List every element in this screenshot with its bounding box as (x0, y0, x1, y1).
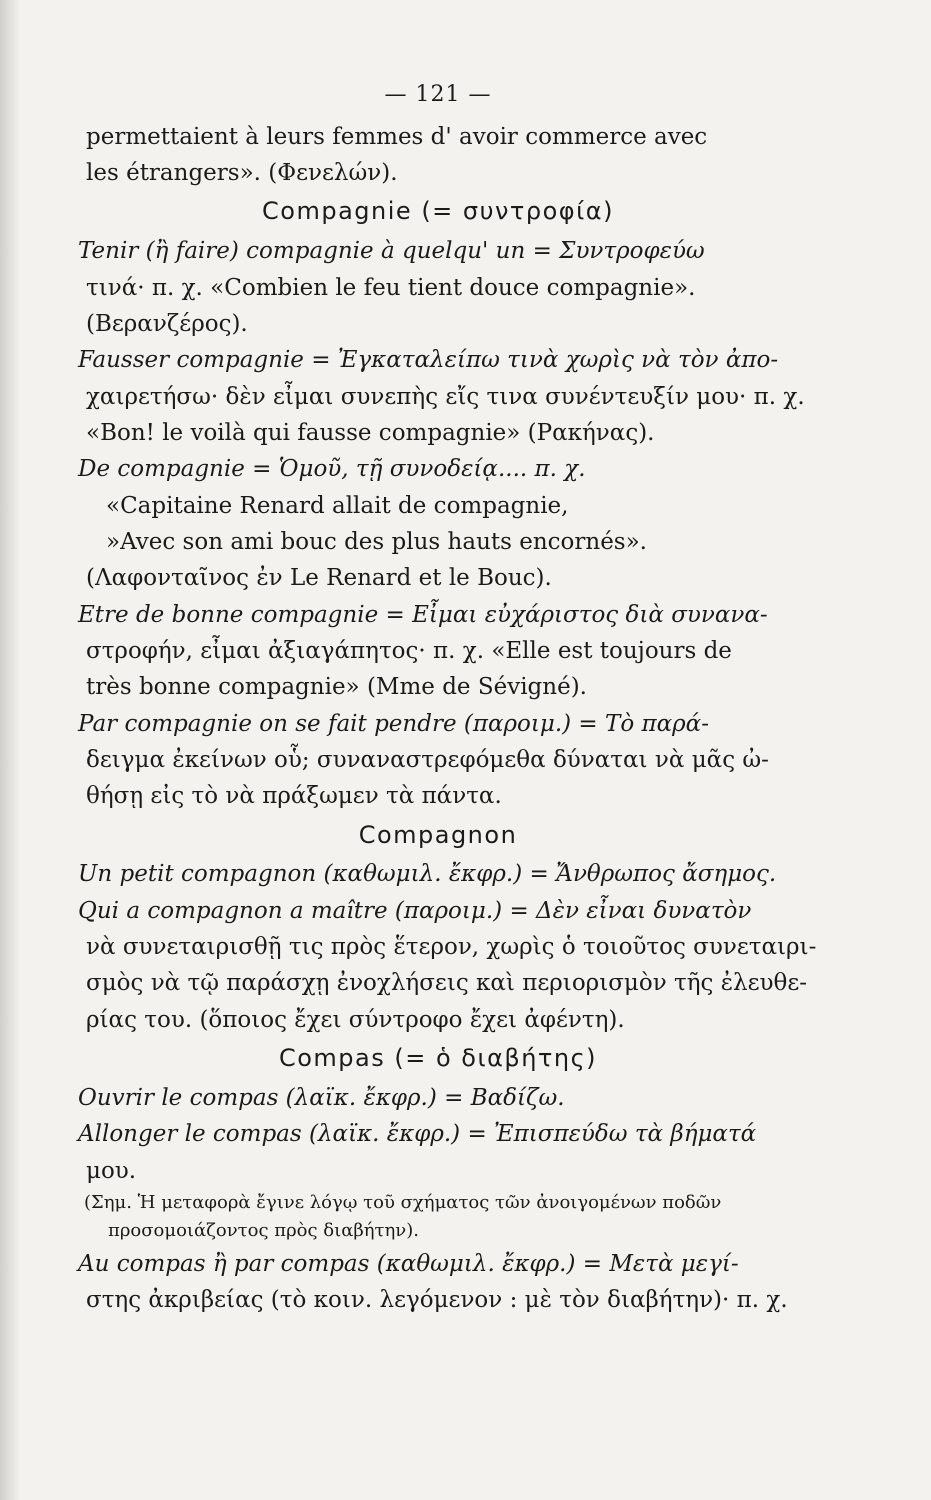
entry-line: «Bon! le voilà qui fausse compagnie» (Ρακήνας). (86, 419, 655, 446)
entry-line: Par compagnie on se fait pendre (παροιμ.) = Τὸ παρά- (78, 710, 709, 737)
entry-line: στης ἀκριβείας (τὸ κοιν. λεγόμενον : μὲ τὸν διαβήτην)· π. χ. (86, 1287, 788, 1314)
entry-line: χαιρετήσω· δὲν εἶμαι συνεπὴς εἴς τινα συνέντευξίν μου· π. χ. (86, 383, 805, 410)
entry-line: Un petit compagnon (καθωμιλ. ἔκφρ.) = Ἄνθρωπος ἄσημος. (78, 861, 777, 888)
entry-line: Allonger le compas (λαϊκ. ἔκφρ.) = Ἐπισπεύδω τὰ βήματά (78, 1121, 757, 1148)
entry-line: »Avec son ami bouc des plus hauts encornés». (106, 528, 647, 555)
entry-line: très bonne compagnie» (Mme de Sévigné). (86, 674, 587, 701)
note-line: προσομοιάζοντος πρὸς διαβήτην). (108, 1220, 419, 1242)
text-line: les étrangers». (Φενελών). (86, 160, 398, 187)
entry-line: ρίας του. (ὅποιος ἔχει σύντροφο ἔχει ἀφέντη). (86, 1006, 625, 1033)
section-heading-compagnon: Compagnon (358, 820, 518, 849)
entry-line: μου. (86, 1157, 137, 1184)
entry-line: δειγμα ἐκείνων οὗ; συναναστρεφόμεθα δύναται νὰ μᾶς ὠ- (86, 746, 769, 773)
section-heading-compagnie: Compagnie (= συντροφία) (262, 197, 614, 226)
entry-line: τινά· π. χ. «Combien le feu tient douce compagnie». (86, 274, 696, 301)
note-line: (Σημ. Ἡ μεταφορὰ ἔγινε λόγῳ τοῦ σχήματος τῶν ἀνοιγομένων ποδῶν (84, 1192, 722, 1213)
entry-line: Tenir (ἢ faire) compagnie à quelqu' un = Συντροφεύω (78, 238, 705, 265)
entry-line: «Capitaine Renard allait de compagnie, (106, 492, 569, 519)
entry-line: θήσῃ εἰς τὸ νὰ πράξωμεν τὰ πάντα. (86, 783, 502, 810)
text-line: permettaient à leurs femmes d' avoir commerce avec (86, 123, 708, 150)
section-heading-compas: Compas (= ὁ διαβήτης) (278, 1044, 598, 1073)
entry-line: Qui a compagnon a maître (παροιμ.) = Δὲν εἶναι δυνατὸν (78, 897, 752, 924)
entry-line: στροφήν, εἶμαι ἀξιαγάπητος· π. χ. «Elle est toujours de (86, 637, 732, 664)
entry-line: σμὸς νὰ τῷ παράσχῃ ἐνοχλήσεις καὶ περιορισμὸν τῆς ἐλευθε- (86, 970, 808, 997)
book-page (78, 78, 817, 1319)
page-number: — 121 — (384, 82, 492, 107)
entry-line: (Βερανζέρος). (86, 310, 248, 337)
entry-line: Ouvrir le compas (λαϊκ. ἔκφρ.) = Βαδίζω. (78, 1085, 565, 1112)
page-binding-edge (0, 0, 18, 1500)
entry-line: De compagnie = Ὁμοῦ, τῇ συνοδείᾳ.... π. χ. (78, 456, 586, 483)
entry-line: Etre de bonne compagnie = Εἶμαι εὐχάριστος διὰ συνανα- (78, 601, 768, 628)
entry-line: (Λαφονταῖνος ἐν Le Renard et le Bouc). (86, 565, 552, 592)
entry-line: νὰ συνεταιρισθῇ τις πρὸς ἕτερον, χωρὶς ὁ τοιοῦτος συνεταιρι- (86, 934, 817, 961)
entry-line: Au compas ἢ par compas (καθωμιλ. ἔκφρ.) = Μετὰ μεγί- (78, 1250, 739, 1277)
entry-line: Fausser compagnie = Ἐγκαταλείπω τινὰ χωρὶς νὰ τὸν ἀπο- (78, 347, 779, 374)
